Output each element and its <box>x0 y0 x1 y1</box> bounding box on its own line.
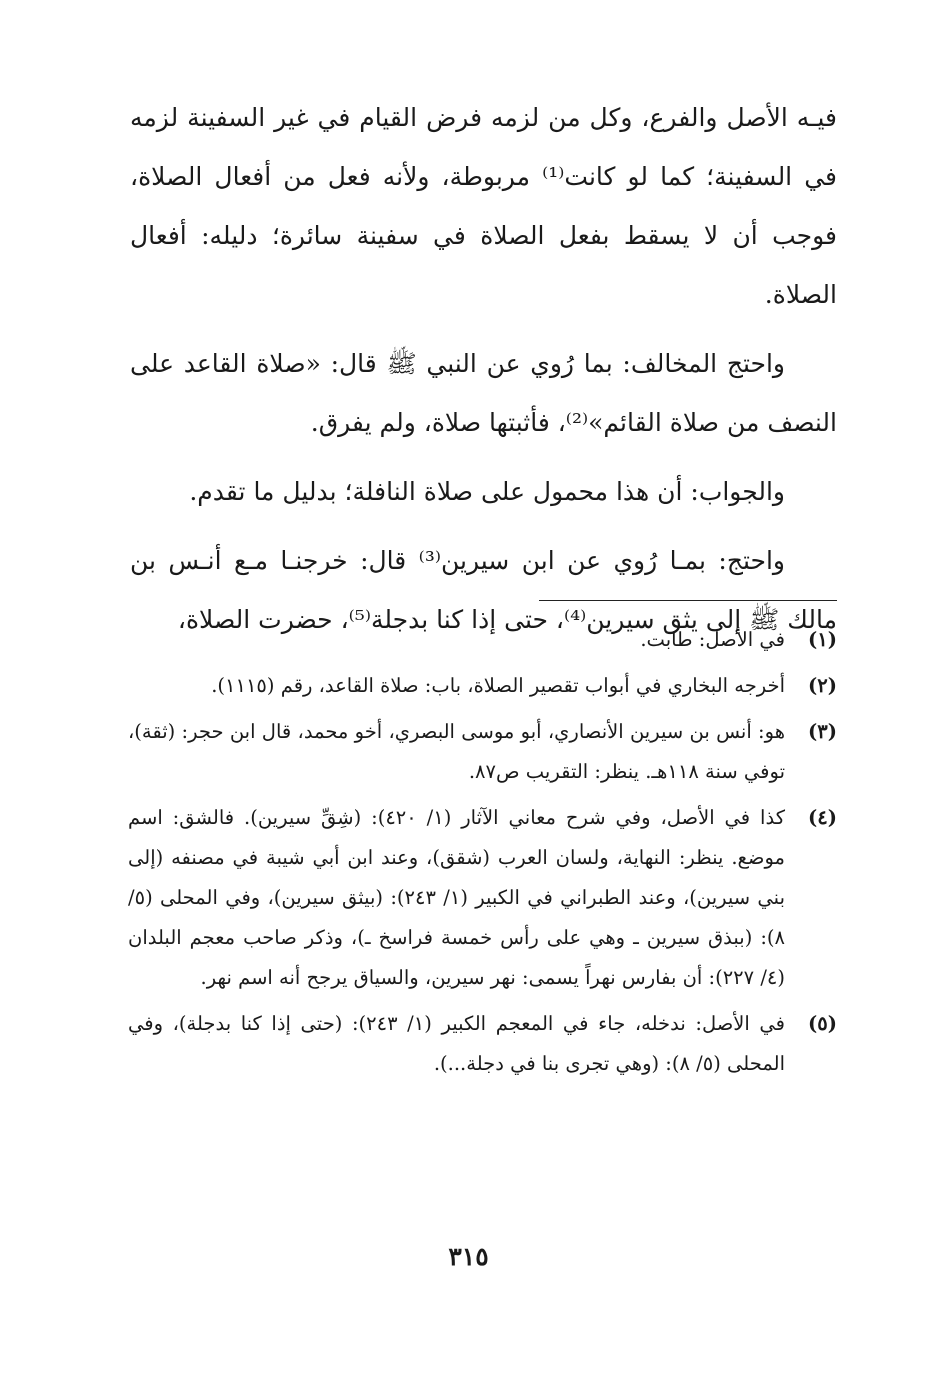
footnote-divider <box>539 600 837 601</box>
main-text <box>130 88 837 659</box>
paragraph-4: واحتج: بمـا رُوي عن ابن سيرين⁽³⁾ قال: خرجنـا مـع أنـس بن مالك ﷺ إلى يثق سيرين⁽⁴⁾، حتى إذا كنا بدجلة⁽⁵⁾، حضرت الصلاة، <box>130 546 837 634</box>
footnote-text: أخرجه البخاري في أبواب تقصير الصلاة، باب: صلاة القاعد، رقم (١١١٥). <box>211 674 785 697</box>
footnote-number: (٥) <box>808 1012 837 1035</box>
footnote-5 <box>128 1004 837 1084</box>
footnote-1 <box>128 620 837 660</box>
paragraph-2: واحتج المخالف: بما رُوي عن النبي ﷺ قال: «صلاة القاعد على النصف من صلاة القائم»⁽²⁾، فأثبتها صلاة، ولم يفرق. <box>130 349 837 437</box>
footnote-number: (١) <box>808 628 837 651</box>
footnote-text: كذا في الأصل، وفي شرح معاني الآثار (١/ ٤٢٠): (شِقِّ سيرين). فالشق: اسم موضع. ينظر: النهاية، ولسان العرب (شقق)، وعند ابن أبي شيبة في مصنفه (إلى بني سيرين)، وعند الطبراني في الكبير (١/ ٢٤٣): (بيثق سيرين)، وفي المحلى (٥/ ٨): (ببذق سيرين ـ وهي على رأس خمسة فراسخ ـ)، وذكر صاحب معجم البلدان (٤/ ٢٢٧): أن بفارس نهراً يسمى: نهر سيرين، والسياق يرجح أنه اسم نهر. <box>128 806 785 989</box>
footnote-number: (٣) <box>808 720 837 743</box>
paragraph-3: والجواب: أن هذا محمول على صلاة النافلة؛ بدليل ما تقدم. <box>189 477 785 506</box>
footnote-text: في الأصل: ندخله، جاء في المعجم الكبير (١/ ٢٤٣): (حتى إذا كنا بدجلة)، وفي المحلى (٥/ ٨): (وهي تجرى بنا في دجلة...). <box>128 1012 785 1075</box>
page-number: ٣١٥ <box>448 1242 489 1271</box>
footnote-number: (٤) <box>808 806 837 829</box>
paragraph-1: فيـه الأصل والفرع، وكل من لزمه فرض القيام في غير السفينة لزمه في السفينة؛ كما لو كانت⁽¹⁾ مربوطة، ولأنه فعل من أفعال الصلاة، فوجب أن لا يسقط بفعل الصلاة في سفينة سائرة؛ دليله: أفعال الصلاة. <box>130 103 838 309</box>
footnote-4 <box>128 798 837 998</box>
footnote-text: هو: أنس بن سيرين الأنصاري، أبو موسى البصري، أخو محمد، قال ابن حجر: (ثقة)، توفي سنة ١١٨هـ. ينظر: التقريب ص٨٧. <box>128 720 785 783</box>
footnotes <box>128 620 837 1090</box>
footnote-2 <box>128 666 837 706</box>
footnote-number: (٢) <box>808 674 837 697</box>
footnote-3 <box>128 712 837 792</box>
footnote-text: في الأصل: طابت. <box>640 628 785 651</box>
